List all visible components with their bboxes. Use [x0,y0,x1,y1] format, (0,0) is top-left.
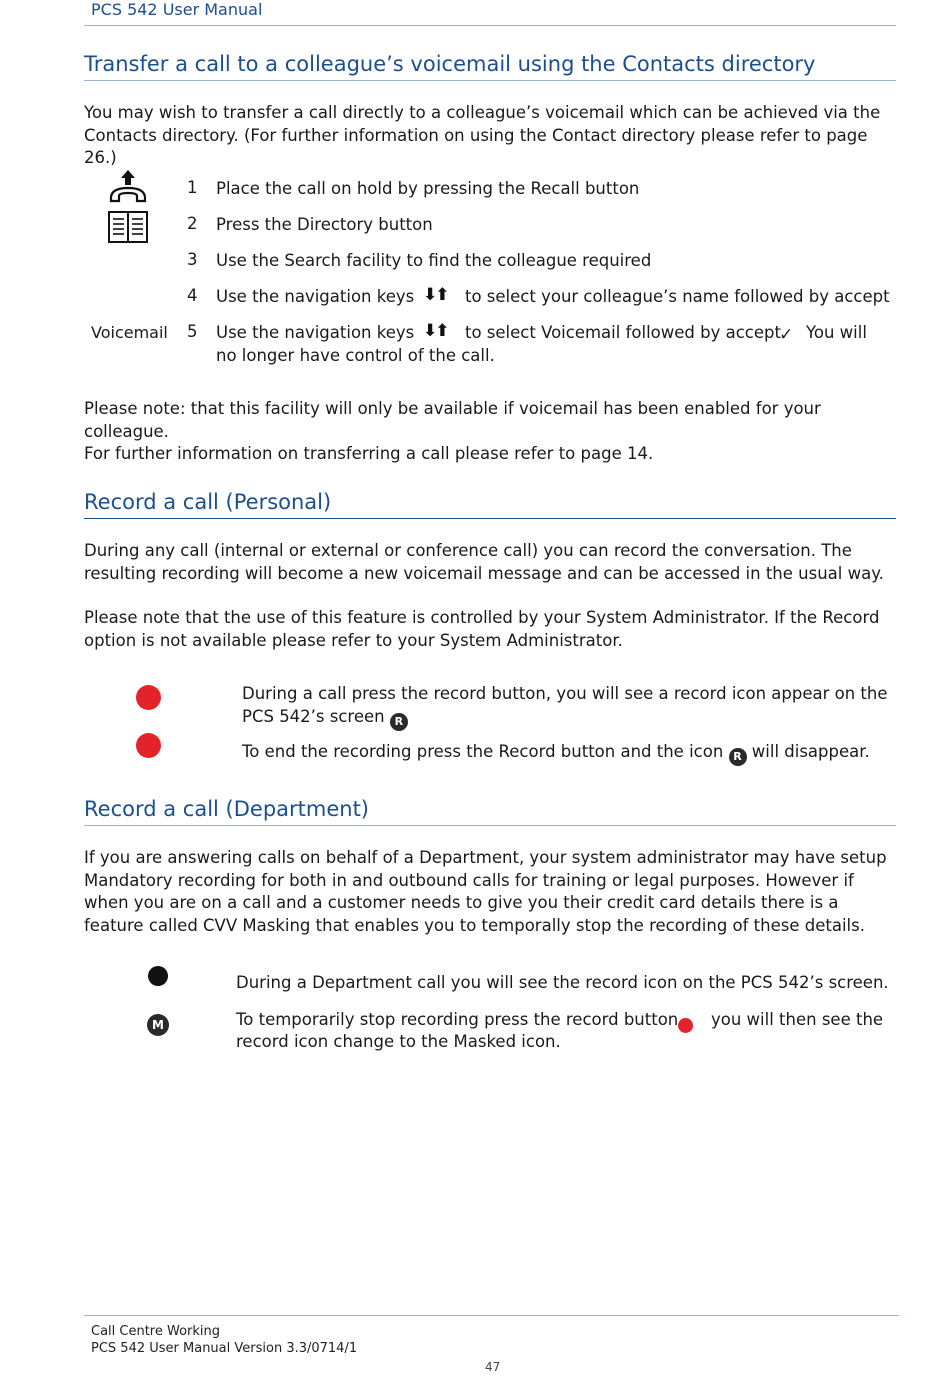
step-number: 5 [187,322,198,341]
directory-book-icon [108,211,148,243]
masking-text-c: record icon change to the Masked icon. [236,1032,561,1051]
further-info: For further information on transferring a call please refer to page 14. [84,444,654,463]
record-icon [148,966,168,986]
record-button-icon [136,685,161,710]
running-header: PCS 542 User Manual [91,0,263,19]
masked-icon: M [147,1014,169,1036]
step-text: Press the Directory button [216,215,433,234]
recall-phone-icon [108,168,148,204]
record-personal-paragraph: During any call (internal or external or conference call) you can record the conversation. The resulting recording will become a new voicemail message and can be accessed in the usual way. [84,541,884,583]
footer-chapter: Call Centre Working [91,1324,221,1339]
record-start-text [242,683,892,731]
step-text: to select Voicemail followed by accept [465,323,781,342]
record-admin-note: Please note that the use of this feature is controlled by your System Administrator. If the Record option is not available please refer to your System Administrator. [84,608,880,650]
header-rule [84,25,896,26]
record-status-icon: R [390,713,408,731]
record-button-icon [678,1018,693,1033]
intro-paragraph: You may wish to transfer a call directly to a colleague’s voicemail which can be achieved via the Contacts directory. (For further information on using the Contact directory please refer to page 26.) [84,103,881,167]
navigation-arrows-icon: ⬇⬆ [423,321,448,341]
step-text: to select your colleague’s name followed by accept [465,287,890,306]
voicemail-side-label: Voicemail [91,323,168,342]
footer-version: PCS 542 User Manual Version 3.3/0714/1 [91,1341,358,1356]
record-status-icon: R [729,748,747,766]
step-number: 1 [187,178,198,197]
record-start-line2: PCS 542’s screen [242,706,385,726]
step-text: Use the navigation keys [216,323,415,342]
record-end-text-b: will disappear. [751,742,870,761]
record-end-text-a: To end the recording press the Record button and the icon [242,742,724,761]
footer-rule [84,1315,899,1316]
step-text: Use the navigation keys [216,287,415,306]
record-department-paragraph: If you are answering calls on behalf of a Department, your system administrator may have setup Mandatory recording for both in and outbound calls for training or legal purposes. However if when you are on a call and a customer needs to give you their credit card details there is a feature called CVV Masking that enables you to temporally stop the recording of these details. [84,848,887,935]
step-number: 3 [187,250,198,269]
step-number: 2 [187,214,198,233]
step-text: Use the Search facility to find the colleague required [216,251,652,270]
section-rule [84,80,896,81]
masking-text-a: To temporarily stop recording press the record button [236,1010,679,1029]
section-heading-record-department: Record a call (Department) [84,797,369,821]
department-record-text: During a Department call you will see the record icon on the PCS 542’s screen. [236,973,889,992]
section-heading-transfer-voicemail: Transfer a call to a colleague’s voicemail using the Contacts directory [84,52,816,76]
section-heading-record-personal: Record a call (Personal) [84,490,332,514]
step-text: Place the call on hold by pressing the Recall button [216,179,640,198]
voicemail-note: Please note: that this facility will only be available if voicemail has been enabled for your colleague. [84,399,821,441]
section-rule [84,825,896,826]
masking-text-b: you will then see the [711,1010,884,1029]
step-text-continued: no longer have control of the call. [216,346,495,365]
accept-check-icon: ✓ [779,325,794,345]
page-number: 47 [485,1360,501,1374]
step-text: You will [806,323,867,342]
section-rule [84,518,896,519]
record-end-text [242,741,892,766]
step-number: 4 [187,286,198,305]
record-button-icon [136,733,161,758]
record-start-line1: During a call press the record button, you will see a record icon appear on the [242,684,888,703]
navigation-arrows-icon: ⬇⬆ [423,285,448,305]
